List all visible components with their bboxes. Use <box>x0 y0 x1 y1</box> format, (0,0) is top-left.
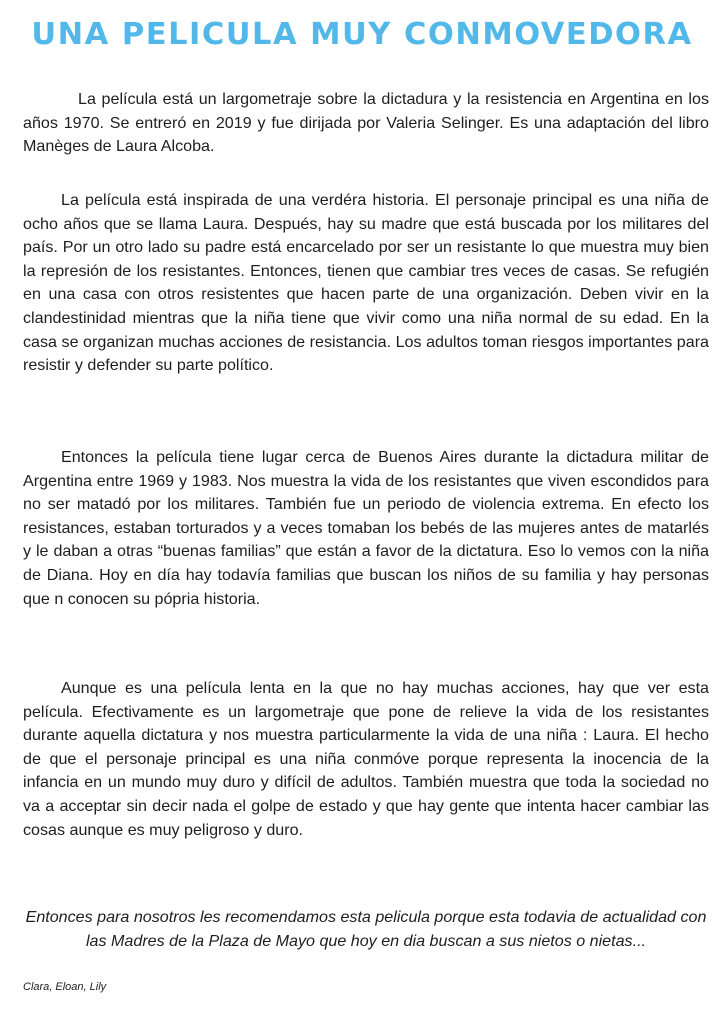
paragraph-text: La película está inspirada de una verdéra historia. El personaje principal es una niña de ocho años que se llama Laura. Después, hay su madre que está buscada por los militares del país. Por un otro lado su padre está encarcelado por ser un resistante lo que muestra muy bien la represión de los resistantes. Entonces, tienen que cambiar tres veces de casas. Se refugién en una casa con otros resistentes que hacen parte de una organización. Deben vivir en la clandestinidad mientras que la niña tiene que vivir como una niña normal de su edad. En la casa se organizan muchas acciones de resistancia. Los adultos toman riesgos importantes para resistir y defender su parte político. <box>23 191 709 375</box>
paragraph-text: La película está un largometraje sobre la dictadura y la resistencia en Argentina en los años 1970. Se entreró en 2019 y fue dirijada por Valeria Selinger. Es una adaptación del libro Manèges de Laura Alcoba. <box>23 90 709 156</box>
paragraph-intro <box>23 88 709 159</box>
paragraph-context <box>23 446 709 611</box>
authors-signature: Clara, Eloan, Lily <box>23 981 107 993</box>
closing-recommendation: Entonces para nosotros les recomendamos esta pelicula porque esta todavia de actualidad con las Madres de la Plaza de Mayo que hoy en dia buscan a sus nietos o nietas... <box>25 908 707 950</box>
paragraph-text: Aunque es una película lenta en la que no hay muchas acciones, hay que ver esta película. Efectivamente es un largometraje que pone de relieve la vida de los resistantes durante aquella dictatura y nos muestra particularmente la vida de una niña : Laura. El hecho de que el personaje principal es una niña conmóve porque representa la inocencia de la infancia en un mundo muy duro y difícil de adultos. También muestra que toda la sociedad no va a acceptar sin decir nada el golpe de estado y que hay gente que intenta hacer cambiar las cosas aunque es muy peligroso y duro. <box>23 679 709 839</box>
paragraph-text: Entonces la película tiene lugar cerca de Buenos Aires durante la dictadura militar de Argentina entre 1969 y 1983. Nos muestra la vida de los resistantes que viven escondidos para no ser matadó por los militares. También fue un periodo de violencia extrema. En efecto los resistances, estaban torturados y a veces tomaban los bebés de las mujeres antes de matarlés y le daban a otras “buenas familias” que están a favor de la dictatura. Eso lo vemos con la niña de Diana. Hoy en día hay todavía familias que buscan los niños de su familia y hay personas que n conocen su pópria historia. <box>23 448 709 608</box>
paragraph-plot <box>23 189 709 378</box>
page-title: UNA PELICULA MUY CONMOVEDORA <box>31 17 693 52</box>
paragraph-opinion <box>23 677 709 842</box>
